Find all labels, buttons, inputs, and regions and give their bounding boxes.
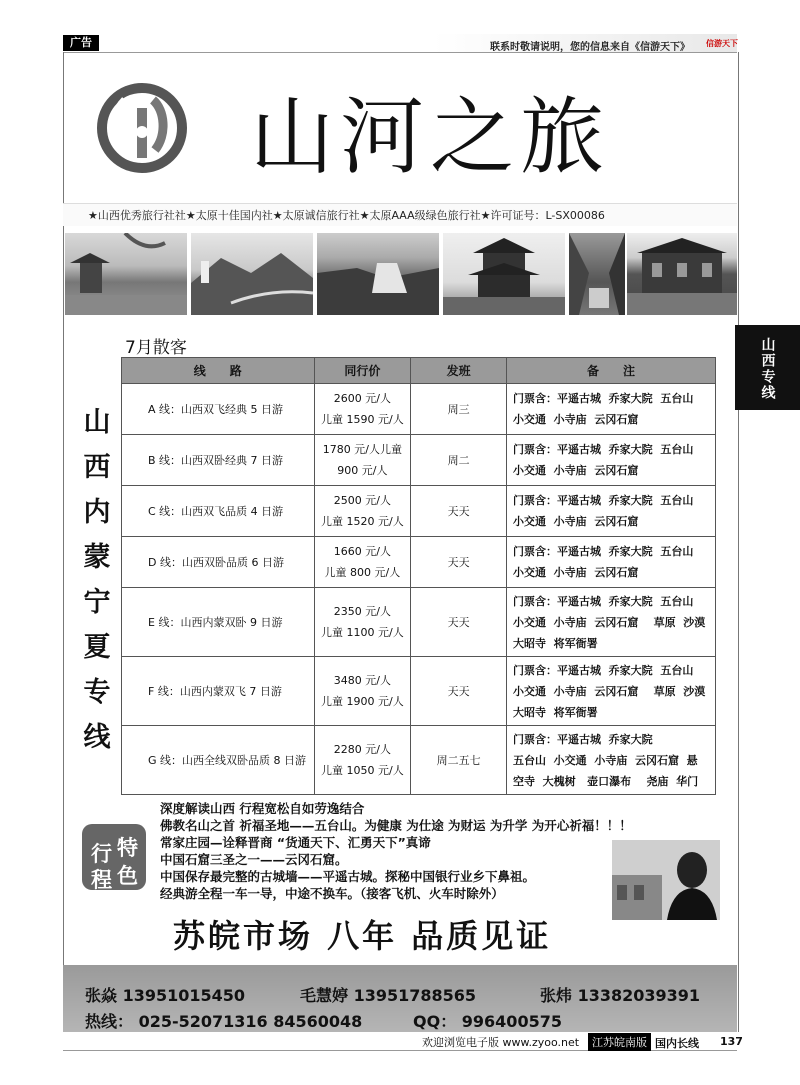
feature-line: 常家庄园—诠释晋商 “货通天下、汇勇天下”真谛 [160,835,431,850]
badge-char: 行 [91,842,112,866]
agency-credentials: ★山西优秀旅行社社★太原十佳国内社★太原诚信旅行社★太原AAA级绿色旅行社★许可证号：L-SX00086 [88,209,605,222]
title-char: 夏 [83,632,111,663]
price-cell [314,384,411,435]
table-row [122,384,716,435]
note-line: 门票含：平遥古城 乔家大院 [513,732,653,746]
feature-list [160,800,632,902]
note-line: 小交通 小寺庙 云冈石窟 [513,413,639,426]
price-line: 儿童 1520 元/人 [321,515,404,528]
note-line: 大昭寺 将军衙署 [513,705,598,719]
website-note: 欢迎浏览电子版 www.zyoo.net [422,1036,580,1049]
note-cell [507,726,716,795]
note-cell [507,384,716,435]
price-line: 儿童 1590 元/人 [321,413,404,426]
badge-char: 色 [117,864,138,888]
publisher-logo: 信游天下 [706,39,738,48]
note-line: 小交通 小寺庙 云冈石窟 [513,566,639,579]
title-char: 蒙 [83,542,111,573]
note-line: 门票含：平遥古城 乔家大院 五台山 [513,443,694,456]
feature-line: 中国石窟三圣之一——云冈石窟。 [160,852,348,867]
note-line: 小交通 小寺庙 云冈石窟 草原 沙漠 [513,615,706,629]
month-label: 7月散客 [125,338,187,358]
feature-line: 中国保存最完整的古城墙——平遥古城。探秘中国银行业乡下鼻祖。 [160,869,536,884]
price-line: 儿童 1100 元/人 [321,626,404,639]
price-cell [314,486,411,537]
feature-line: 经典游全程一车一导，中途不换车。（接客飞机、火车时除外） [160,886,504,901]
route-cell [122,657,315,726]
note-line: 小交通 小寺庙 云冈石窟 草原 沙漠 [513,684,706,698]
route-cell [122,384,315,435]
photo-courtyard [627,233,737,315]
route-cell [122,588,315,657]
departure-cell [411,486,507,537]
note-line: 门票含：平遥古城 乔家大院 五台山 [513,392,694,405]
route-cell [122,435,315,486]
note-line: 小交通 小寺庙 云冈石窟 [513,515,639,528]
route-name: B 线：山西双卧经典 7 日游 [148,453,284,467]
price-cell [314,726,411,795]
title-char: 西 [83,452,111,483]
header-notes: 备 注 [507,358,716,384]
note-cell [507,435,716,486]
note-line: 门票含：平遥古城 乔家大院 五台山 [513,494,694,507]
note-line: 门票含：平遥古城 乔家大院 五台山 [513,594,694,608]
contact-person: 张焱 13951015450 [85,986,246,1005]
table-row [122,486,716,537]
photo-pavilion-lake [65,233,187,315]
price-cell [314,657,411,726]
table-row [122,435,716,486]
note-cell [507,486,716,537]
ad-tag: 广告 [63,35,99,51]
price-line: 1660 元/人 [333,545,391,558]
route-cell [122,726,315,795]
contact-note: 联系时敬请说明，您的信息来自《信游天下》 [490,42,690,53]
departure-days: 周二五七 [436,753,481,767]
note-line: 门票含：平遥古城 乔家大院 五台山 [513,545,694,558]
statue-photo [612,840,720,920]
header-route: 线 路 [122,358,315,384]
table-row [122,657,716,726]
price-cell [314,588,411,657]
departure-cell [411,657,507,726]
note-cell [507,537,716,588]
note-cell [507,588,716,657]
price-line: 儿童 800 元/人 [324,566,401,579]
title-char: 专 [83,677,111,708]
side-tab-label: 山西专线 [759,337,776,401]
price-line: 900 元/人 [337,464,388,477]
feature-line: 佛教名山之首 祈福圣地——五台山。为健康 为仕途 为财运 为升学 为开心祈福！！！ [160,818,632,833]
note-cell [507,657,716,726]
badge-char: 程 [91,868,112,892]
price-cell [314,537,411,588]
title-char: 内 [83,497,111,528]
brand-title: 山河之旅 [250,88,611,186]
qq-number: QQ： 996400575 [413,1012,562,1031]
edition-badge: 江苏皖南版 [588,1033,651,1051]
price-line: 3480 元/人 [333,674,391,687]
departure-days: 周二 [447,453,470,467]
route-name: C 线：山西双飞品质 4 日游 [148,504,284,518]
contact-panel [63,965,737,1032]
contact-person: 张炜 13382039391 [540,986,701,1005]
header-price: 同行价 [314,358,411,384]
photo-waterfall [317,233,439,315]
table-header-row [122,358,716,384]
badge-char: 特 [117,836,138,860]
route-cell [122,486,315,537]
price-line: 2350 元/人 [333,605,391,618]
departure-cell [411,384,507,435]
price-line: 2280 元/人 [333,743,391,756]
note-line: 小交通 小寺庙 云冈石窟 [513,464,639,477]
note-line: 门票含：平遥古城 乔家大院 五台山 [513,663,694,677]
departure-cell [411,537,507,588]
photo-canyon [569,233,625,315]
departure-days: 天天 [447,615,470,629]
route-cell [122,537,315,588]
route-name: A 线：山西双飞经典 5 日游 [148,402,284,416]
title-char: 线 [83,722,111,753]
vertical-section-title [75,400,119,760]
feature-line: 深度解读山西 行程宽松自如劳逸结合 [160,801,365,816]
slogan: 苏皖市场 八年 品质见证 [173,917,552,955]
table-row [122,537,716,588]
note-line: 五台山 小交通 小寺庙 云冈石窟 悬 [513,753,698,767]
table-row [122,588,716,657]
departure-cell [411,435,507,486]
route-name: G 线：山西全线双卧品质 8 日游 [148,753,307,767]
company-logo-icon [95,80,190,175]
featured-itinerary-badge [82,824,146,890]
section-name: 国内长线 [655,1037,699,1050]
title-char: 山 [83,407,111,438]
note-line: 大昭寺 将军衙署 [513,636,598,650]
route-name: E 线：山西内蒙双卧 9 日游 [148,615,283,629]
departure-days: 周三 [447,402,470,416]
departure-cell [411,726,507,795]
price-line: 2600 元/人 [333,392,391,405]
price-line: 1780 元/人儿童 [322,443,402,456]
photo-tower [443,233,565,315]
price-line: 2500 元/人 [333,494,391,507]
hotline: 热线： 025-52071316 84560048 [85,1012,363,1031]
price-line: 儿童 1900 元/人 [321,695,404,708]
title-char: 宁 [83,587,111,618]
departure-cell [411,588,507,657]
route-name: D 线：山西双卧品质 6 日游 [148,555,284,569]
price-cell [314,435,411,486]
contact-person: 毛慧婷 13951788565 [300,986,477,1005]
departure-days: 天天 [447,504,470,518]
table-row [122,726,716,795]
price-line: 儿童 1050 元/人 [321,764,404,777]
header-departure: 发班 [411,358,507,384]
side-tab-shanxi [735,325,800,410]
note-line: 空寺 大槐树 壶口瀑布 尧庙 华门 [513,774,699,788]
page-number: 137 [720,1035,743,1048]
route-name: F 线：山西内蒙双飞 7 日游 [148,684,282,698]
photo-mountain-temple [191,233,313,315]
departure-days: 天天 [447,684,470,698]
route-table [121,357,716,795]
departure-days: 天天 [447,555,470,569]
